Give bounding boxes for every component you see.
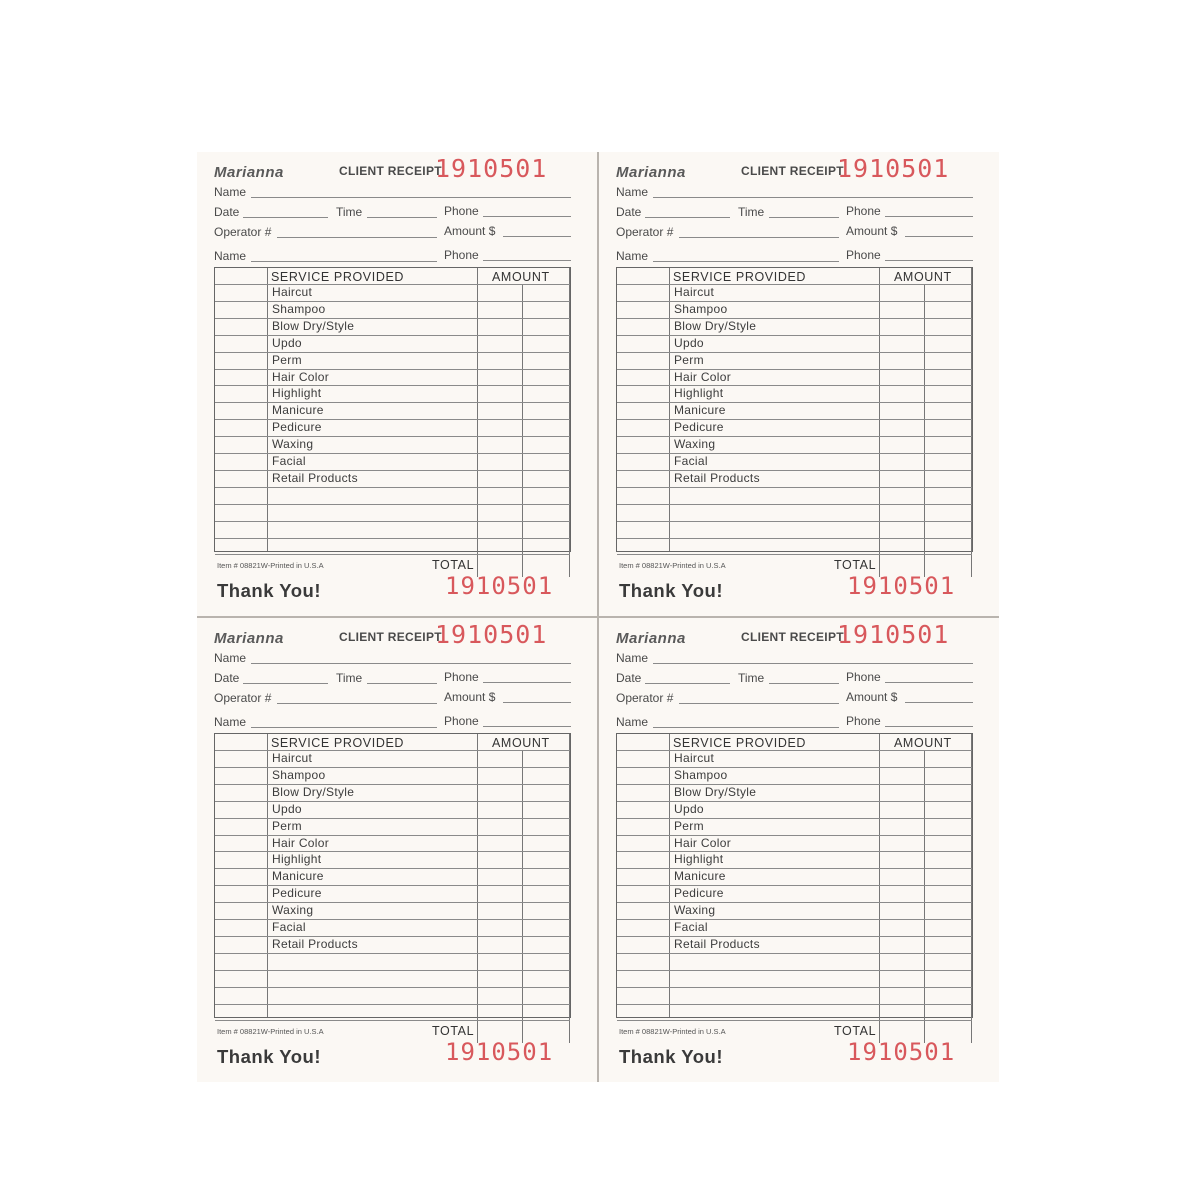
operator-label: Operator # — [616, 225, 674, 239]
phone2-label: Phone — [846, 714, 881, 728]
time-line[interactable] — [367, 217, 437, 218]
service-item: Facial — [272, 920, 306, 934]
operator-line[interactable] — [679, 237, 839, 238]
amount-line[interactable] — [905, 236, 973, 237]
table-row-line — [617, 538, 972, 539]
table-row-line — [215, 301, 570, 302]
table-row-line — [617, 750, 972, 751]
date-line[interactable] — [645, 217, 730, 218]
name-label: Name — [214, 185, 247, 199]
thank-you-text: Thank You! — [619, 580, 724, 601]
service-item: Updo — [674, 801, 704, 816]
table-row-line — [215, 402, 570, 403]
name2-line[interactable] — [251, 727, 437, 728]
item-number-text: Item # 08821W-Printed in U.S.A — [619, 561, 726, 570]
phone-line[interactable] — [885, 216, 973, 217]
table-row-line — [617, 385, 972, 386]
table-divider — [477, 734, 478, 1043]
table-row-line — [617, 436, 972, 437]
operator-line[interactable] — [679, 703, 839, 704]
table-row-line — [617, 352, 972, 353]
table-row-line — [215, 1004, 570, 1005]
table-row-line — [617, 453, 972, 454]
service-item: Perm — [272, 352, 302, 367]
service-item: Updo — [674, 335, 704, 350]
table-divider — [924, 284, 925, 577]
table-row-line — [617, 1004, 972, 1005]
receipt-number-top: 1910501 — [435, 154, 548, 183]
service-item: Hair Color — [272, 369, 330, 384]
table-row-line — [617, 301, 972, 302]
service-item: Blow Dry/Style — [674, 784, 757, 799]
client-receipt — [599, 152, 999, 616]
table-row-line — [215, 750, 570, 751]
table-divider — [879, 268, 880, 577]
receipt-title: CLIENT RECEIPT — [339, 630, 442, 644]
amount-header: AMOUNT — [894, 736, 952, 750]
table-row-line — [215, 953, 570, 954]
receipt-sheet — [197, 152, 999, 1082]
service-item: Retail Products — [674, 936, 760, 951]
phone-line[interactable] — [483, 682, 571, 683]
service-table — [616, 733, 973, 1018]
table-row-line — [617, 369, 972, 370]
table-row-line — [215, 835, 570, 836]
date-label: Date — [616, 671, 642, 685]
service-item: Haircut — [272, 285, 313, 299]
table-row-line — [617, 784, 972, 785]
table-row-line — [215, 885, 570, 886]
table-divider — [971, 268, 972, 577]
amount-label: Amount $ — [444, 690, 496, 704]
receipt-number-top: 1910501 — [837, 154, 950, 183]
name2-label: Name — [214, 249, 247, 263]
service-item: Waxing — [674, 437, 716, 452]
service-item: Retail Products — [674, 470, 760, 485]
amount-header: AMOUNT — [492, 736, 550, 750]
time-label: Time — [336, 671, 363, 685]
table-row-line — [215, 902, 570, 903]
phone2-line[interactable] — [885, 726, 973, 727]
table-divider — [267, 734, 268, 1017]
table-row-line — [617, 1020, 972, 1021]
thank-you-text: Thank You! — [619, 1046, 724, 1067]
name-label: Name — [214, 651, 247, 665]
table-row-line — [215, 936, 570, 937]
service-item: Updo — [272, 801, 302, 816]
table-row-line — [215, 818, 570, 819]
date-line[interactable] — [243, 683, 328, 684]
amount-line[interactable] — [905, 702, 973, 703]
marianna-logo: Marianna — [616, 630, 686, 647]
service-item: Pedicure — [674, 420, 724, 435]
time-label: Time — [738, 205, 765, 219]
table-row-line — [215, 318, 570, 319]
table-row-line — [215, 487, 570, 488]
date-label: Date — [616, 205, 642, 219]
total-label: TOTAL — [834, 558, 877, 572]
phone2-line[interactable] — [483, 726, 571, 727]
receipt-number-bottom: 1910501 — [847, 572, 956, 600]
table-divider — [522, 284, 523, 577]
service-item: Perm — [674, 352, 704, 367]
service-header: SERVICE PROVIDED — [271, 736, 405, 750]
operator-label: Operator # — [214, 691, 272, 705]
phone-line[interactable] — [885, 682, 973, 683]
table-row-line — [617, 402, 972, 403]
time-label: Time — [738, 671, 765, 685]
date-line[interactable] — [243, 217, 328, 218]
table-row-line — [215, 1020, 570, 1021]
service-item: Hair Color — [674, 369, 732, 384]
receipt-title: CLIENT RECEIPT — [339, 164, 442, 178]
client-receipt — [599, 618, 999, 1082]
name-label: Name — [616, 651, 649, 665]
total-label: TOTAL — [432, 558, 475, 572]
phone2-label: Phone — [444, 248, 479, 262]
thank-you-text: Thank You! — [217, 1046, 322, 1067]
table-row-line — [617, 419, 972, 420]
service-item: Blow Dry/Style — [272, 784, 355, 799]
table-row-line — [215, 470, 570, 471]
time-line[interactable] — [769, 217, 839, 218]
table-row-line — [215, 538, 570, 539]
service-item: Waxing — [272, 437, 314, 452]
thank-you-text: Thank You! — [217, 580, 322, 601]
service-item: Waxing — [272, 903, 314, 918]
table-row-line — [617, 835, 972, 836]
table-row-line — [617, 470, 972, 471]
amount-header: AMOUNT — [492, 270, 550, 284]
name2-label: Name — [214, 715, 247, 729]
table-row-line — [617, 902, 972, 903]
service-item: Shampoo — [272, 767, 326, 782]
name2-label: Name — [616, 715, 649, 729]
marianna-logo: Marianna — [214, 164, 284, 181]
service-table — [214, 733, 571, 1018]
phone2-label: Phone — [444, 714, 479, 728]
name-label: Name — [616, 185, 649, 199]
table-row-line — [215, 970, 570, 971]
table-row-line — [215, 784, 570, 785]
table-row-line — [617, 767, 972, 768]
table-divider — [569, 734, 570, 1043]
name2-line[interactable] — [653, 261, 839, 262]
table-row-line — [617, 953, 972, 954]
service-item: Pedicure — [272, 886, 322, 901]
table-row-line — [617, 868, 972, 869]
table-divider — [669, 268, 670, 551]
receipt-title: CLIENT RECEIPT — [741, 164, 844, 178]
receipt-number-bottom: 1910501 — [445, 572, 554, 600]
table-row-line — [215, 352, 570, 353]
name-line[interactable] — [653, 663, 973, 664]
table-row-line — [215, 919, 570, 920]
time-line[interactable] — [769, 683, 839, 684]
client-receipt — [197, 152, 597, 616]
service-table — [214, 267, 571, 552]
service-item: Highlight — [674, 386, 724, 401]
item-number-text: Item # 08821W-Printed in U.S.A — [619, 1027, 726, 1036]
operator-line[interactable] — [277, 237, 437, 238]
table-row-line — [215, 436, 570, 437]
service-item: Perm — [272, 818, 302, 833]
table-row-line — [215, 554, 570, 555]
service-item: Highlight — [674, 852, 724, 867]
date-line[interactable] — [645, 683, 730, 684]
table-row-line — [617, 521, 972, 522]
amount-label: Amount $ — [846, 224, 898, 238]
client-receipt — [197, 618, 597, 1082]
table-row-line — [617, 335, 972, 336]
service-item: Shampoo — [272, 301, 326, 316]
table-row-line — [215, 385, 570, 386]
service-item: Haircut — [674, 751, 715, 765]
table-row-line — [215, 453, 570, 454]
service-item: Updo — [272, 335, 302, 350]
date-label: Date — [214, 671, 240, 685]
name-line[interactable] — [653, 197, 973, 198]
table-row-line — [215, 284, 570, 285]
service-item: Facial — [674, 454, 708, 468]
table-row-line — [617, 919, 972, 920]
time-line[interactable] — [367, 683, 437, 684]
table-row-line — [617, 851, 972, 852]
service-item: Blow Dry/Style — [674, 318, 757, 333]
item-number-text: Item # 08821W-Printed in U.S.A — [217, 1027, 324, 1036]
table-row-line — [215, 801, 570, 802]
service-item: Hair Color — [674, 835, 732, 850]
amount-label: Amount $ — [444, 224, 496, 238]
phone2-line[interactable] — [885, 260, 973, 261]
table-row-line — [215, 504, 570, 505]
table-row-line — [617, 885, 972, 886]
table-row-line — [617, 970, 972, 971]
table-row-line — [215, 419, 570, 420]
service-item: Retail Products — [272, 936, 358, 951]
service-item: Highlight — [272, 852, 322, 867]
table-row-line — [215, 851, 570, 852]
table-divider — [971, 734, 972, 1043]
service-item: Facial — [674, 920, 708, 934]
service-header: SERVICE PROVIDED — [271, 270, 405, 284]
phone-label: Phone — [846, 670, 881, 684]
phone-line[interactable] — [483, 216, 571, 217]
service-item: Haircut — [272, 751, 313, 765]
service-header: SERVICE PROVIDED — [673, 736, 807, 750]
name2-line[interactable] — [251, 261, 437, 262]
service-header: SERVICE PROVIDED — [673, 270, 807, 284]
table-row-line — [617, 818, 972, 819]
operator-label: Operator # — [616, 691, 674, 705]
table-row-line — [215, 767, 570, 768]
table-row-line — [617, 318, 972, 319]
table-divider — [879, 734, 880, 1043]
table-row-line — [215, 335, 570, 336]
service-item: Pedicure — [272, 420, 322, 435]
marianna-logo: Marianna — [214, 630, 284, 647]
table-divider — [477, 268, 478, 577]
total-label: TOTAL — [834, 1024, 877, 1038]
table-row-line — [617, 936, 972, 937]
service-item: Highlight — [272, 386, 322, 401]
table-row-line — [215, 868, 570, 869]
table-row-line — [617, 504, 972, 505]
phone2-label: Phone — [846, 248, 881, 262]
service-item: Manicure — [674, 403, 726, 418]
receipt-number-bottom: 1910501 — [847, 1038, 956, 1066]
receipt-number-bottom: 1910501 — [445, 1038, 554, 1066]
service-item: Manicure — [674, 869, 726, 884]
table-divider — [267, 268, 268, 551]
total-label: TOTAL — [432, 1024, 475, 1038]
table-row-line — [617, 801, 972, 802]
service-item: Waxing — [674, 903, 716, 918]
marianna-logo: Marianna — [616, 164, 686, 181]
amount-line[interactable] — [503, 702, 571, 703]
table-divider — [522, 750, 523, 1043]
service-item: Shampoo — [674, 301, 728, 316]
table-row-line — [215, 987, 570, 988]
phone2-line[interactable] — [483, 260, 571, 261]
service-item: Shampoo — [674, 767, 728, 782]
service-item: Hair Color — [272, 835, 330, 850]
name2-line[interactable] — [653, 727, 839, 728]
table-row-line — [215, 521, 570, 522]
table-row-line — [617, 487, 972, 488]
service-item: Facial — [272, 454, 306, 468]
service-item: Perm — [674, 818, 704, 833]
service-item: Blow Dry/Style — [272, 318, 355, 333]
phone-label: Phone — [444, 204, 479, 218]
table-row-line — [215, 369, 570, 370]
amount-header: AMOUNT — [894, 270, 952, 284]
phone-label: Phone — [444, 670, 479, 684]
operator-line[interactable] — [277, 703, 437, 704]
receipt-number-top: 1910501 — [435, 620, 548, 649]
table-row-line — [617, 284, 972, 285]
time-label: Time — [336, 205, 363, 219]
service-item: Manicure — [272, 403, 324, 418]
table-divider — [569, 268, 570, 577]
date-label: Date — [214, 205, 240, 219]
receipt-number-top: 1910501 — [837, 620, 950, 649]
operator-label: Operator # — [214, 225, 272, 239]
table-row-line — [617, 554, 972, 555]
amount-line[interactable] — [503, 236, 571, 237]
service-item: Manicure — [272, 869, 324, 884]
table-row-line — [617, 987, 972, 988]
service-table — [616, 267, 973, 552]
name2-label: Name — [616, 249, 649, 263]
amount-label: Amount $ — [846, 690, 898, 704]
name-line[interactable] — [251, 663, 571, 664]
table-divider — [924, 750, 925, 1043]
service-item: Pedicure — [674, 886, 724, 901]
phone-label: Phone — [846, 204, 881, 218]
receipt-title: CLIENT RECEIPT — [741, 630, 844, 644]
item-number-text: Item # 08821W-Printed in U.S.A — [217, 561, 324, 570]
name-line[interactable] — [251, 197, 571, 198]
table-divider — [669, 734, 670, 1017]
service-item: Haircut — [674, 285, 715, 299]
service-item: Retail Products — [272, 470, 358, 485]
